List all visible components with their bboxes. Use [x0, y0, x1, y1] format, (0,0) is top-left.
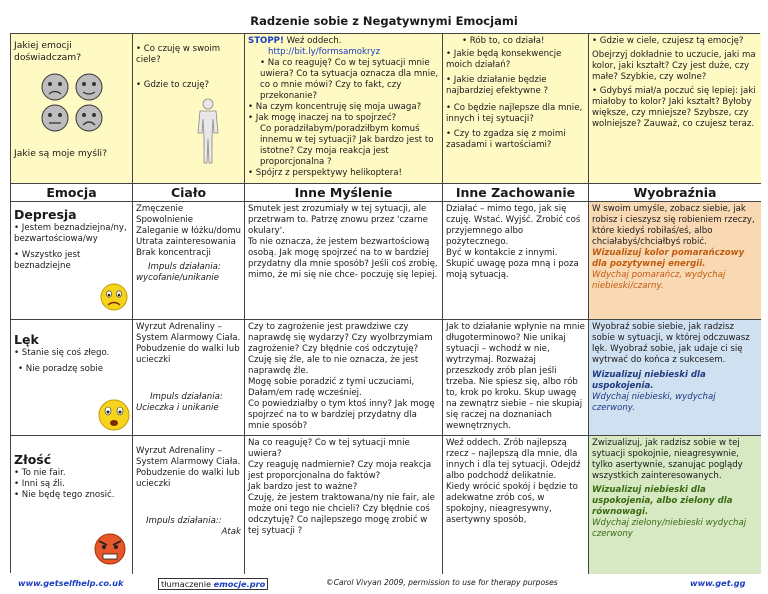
stopp-line: • Na co reaguję? Co w tej sytuacji mnie uwiera? Co ta sytuacja oznacza dla mnie, co o mnie mówi? Czy to fakt, czy przekonanie? [260, 58, 439, 101]
getselfhelp-link[interactable]: www.getselfhelp.co.uk [18, 578, 124, 588]
imagery-depression [589, 202, 761, 320]
footer-copyright: ©Carol Vivyan 2009, permission to use for therapy purposes [326, 578, 558, 587]
header-behaviour: Inne Zachowanie [443, 184, 589, 202]
footer-right [690, 578, 745, 588]
think-anger: Na co reaguję? Co w tej sytuacji mnie uwiera? Czy reaguję nadmiernie? Czy moja reakcja jest proporcjonalna do faktów? Jak bardzo jest to ważne? Czuję, że jestem traktowana/ny nie fair, ale może oni tego nie chcieli? Czy błędnie coś odczytuję? Co najlepszego mogę zrobić w tej sytuacji ? [245, 436, 443, 574]
top-emotion-questions [11, 34, 133, 184]
imagery-text: Zwizualizuj, jak radzisz sobie w tej sytuacji spokojnie, nieagresywnie, tylko asertywnie, szanując poglądy wszystkich zainteresowanych. [592, 438, 743, 481]
top-action-questions [443, 34, 589, 184]
sad-face-icon [99, 282, 129, 312]
act-anger: Weź oddech. Zrób najlepszą rzecz – najlepszą dla mnie, dla innych i dla tej sytuacji. Odejdź albo podchodź delikatnie. Kiedy wrócić spokój i będzie to adekwatne zrób coś, w spokojny, nieagresywny, asertywny sposób, [443, 436, 589, 574]
emocje-link[interactable]: emocje.pro [213, 579, 266, 589]
body-depression [133, 202, 245, 320]
stopp-link[interactable]: http://bit.ly/formsamokryz [268, 47, 381, 57]
page-title: Radzenie sobie z Negatywnymi Emocjami [250, 14, 518, 28]
emotion-name: Depresja [14, 207, 77, 222]
imagery-highlight: Wizualizuj niebieski dla uspokojenia, albo zielony dla równowagi. [592, 485, 733, 517]
emotion-anger [11, 436, 133, 574]
emotion-thought: • Jestem beznadziejna/ny, bezwartościowa/wy [14, 223, 127, 244]
imagery-line: • Gdzie w ciele, czujesz tą emocję? [592, 36, 744, 46]
header-emotion: Emocja [11, 184, 133, 202]
faces-icon [39, 72, 107, 134]
imagery-text: Wyobraź sobie siebie, jak radzisz sobie w sytuacji, w której odczuwasz lęk. Wyobraź sobie, jak udaje ci się wytrwać do końca z sukcesem. [592, 322, 750, 365]
stopp-line: Co poradziłabym/poradziłbym komuś innemu w tej sytuacji? Jak bardzo jest to istotne? Czy moja reakcja jest proporcjonalna ? [260, 124, 434, 167]
emotion-name: Lęk [14, 332, 39, 347]
emotion-anxiety [11, 320, 133, 436]
action-line: • Czy to zgadza się z moimi zasadami i wartościami? [446, 129, 566, 150]
action-line: • Co będzie najlepsze dla mnie, innych i tej sytuacji? [446, 103, 583, 124]
think-anxiety: Czy to zagrożenie jest prawdziwe czy naprawdę się wydarzy? Czy wyolbrzymiam zagrożenie? Czy błędnie coś odczytuję? Czuję się źle, ale to nie oznacza, że jest naprawdę źle. Mogę sobie poradzić z tymi uczuciami, Dałam/em radę wcześniej. Co powiedziałby o tym ktoś inny? Jak mogę spojrzeć na to w bardziej przydatny dla mnie sposób? [245, 320, 443, 436]
imagery-text: W swoim umyśle, zobacz siebie, jak robisz i cieszysz się robieniem rzeczy, które kiedyś robiłaś/eś, albo chciałabyś/chciałbyś robić. [592, 204, 755, 247]
impulse-value: Atak [221, 527, 241, 537]
header-thinking: Inne Myślenie [245, 184, 443, 202]
emotion-thought: • To nie fair. [14, 468, 66, 478]
top-stopp [245, 34, 443, 184]
stopp-line: • Spójrz z perspektywy helikoptera! [248, 168, 402, 178]
question-thoughts: Jakie są moje myśli? [14, 147, 107, 159]
imagery-highlight: Wizualizuj niebieski dla uspokojenia. [592, 370, 706, 391]
think-depression: Smutek jest zrozumiały w tej sytuacji, ale przetrwam to. Patrzę znowu przez 'czarne okulary'. To nie oznacza, że jestem bezwartościową osobą. Jak mogę spojrzeć na to w bardziej przydatny dla mnie sposób? Jeśli coś zrobię, mimo, że mi się nie chce- poczuję się lepiej. [245, 202, 443, 320]
action-line: • Rób to, co działa! [462, 36, 545, 46]
imagery-breath: Wdychaj pomarańcz, wydychaj niebieski/czarny. [592, 270, 726, 291]
impulse-label: Impuls działania: [150, 392, 223, 402]
body-anxiety [133, 320, 245, 436]
action-line: • Jakie działanie będzie najbardziej efektywne ? [446, 75, 549, 96]
imagery-anger [589, 436, 761, 574]
imagery-breath: Wdychaj zielony/niebieski wydychaj czerwony [592, 518, 747, 539]
imagery-line: • Gdybyś miał/a poczuć się lepiej: jaki miałoby to kolor? Jaki kształt? Byłoby większe, czy mniejsze? Szybsze, czy wolniejsze? Zauważ, co czujesz teraz. [592, 86, 756, 129]
imagery-line: Obejrzyj dokładnie to uczucie, jaki ma kolor, jaki kształt? Czy jest duże, czy małe? Szybkie, czy wolne? [592, 50, 756, 82]
stopp-line: • Na czym koncentruję się moja uwaga? [248, 102, 422, 112]
translation-label: tłumaczenie [161, 579, 214, 589]
act-depression: Działać – mimo tego, jak się czuję. Wstać. Wyjść. Zrobić coś przyjemnego albo pożytecznego. Być w kontakcie z innymi. Skupić uwagę poza mną i poza moją sytuacją. [443, 202, 589, 320]
body-anger [133, 436, 245, 574]
question-body-feel: • Co czuję w swoim ciele? [136, 44, 221, 65]
body-text: Zmęczenie Spowolnienie Zaleganie w łóżku/domu Utrata zainteresowania Brak koncentracji [136, 204, 241, 258]
header-body: Ciało [133, 184, 245, 202]
emotion-table [10, 33, 760, 573]
stopp-breath: Weź oddech. [283, 36, 342, 46]
stopp-label: STOPP! [248, 36, 284, 46]
question-emotion: Jakiej emocji doświadczam? [14, 40, 82, 63]
worried-face-icon [97, 398, 131, 432]
impulse-label: Impuls działania:: [146, 516, 222, 526]
emotion-depression [11, 202, 133, 320]
impulse-label: Impuls działania: [148, 262, 221, 272]
body-text: Wyrzut Adrenaliny – System Alarmowy Ciała. Pobudzenie do walki lub ucieczki [136, 322, 241, 365]
impulse-value: wycofanie/unikanie [136, 273, 220, 283]
stopp-line: • Jak mogę inaczej na to spojrzeć? [248, 113, 397, 123]
footer-left [18, 578, 123, 588]
body-text: Wyrzut Adrenaliny – System Alarmowy Ciała. Pobudzenie do walki lub ucieczki [136, 446, 241, 489]
question-body-where: • Gdzie to czuję? [136, 80, 210, 90]
emotion-name: Złość [14, 452, 52, 467]
header-imagery: Wyobraźnia [589, 184, 761, 202]
getgg-link[interactable]: www.get.gg [690, 578, 746, 588]
imagery-anxiety [589, 320, 761, 436]
body-outline-icon [188, 97, 228, 167]
imagery-breath: Wdychaj niebieski, wydychaj czerwony. [592, 392, 716, 413]
emotion-thought: • Nie poradzę sobie [18, 364, 103, 374]
footer-translation [158, 578, 268, 590]
action-line: • Jakie będą konsekwencje moich działań? [446, 49, 562, 70]
impulse-value: Ucieczka i unikanie [136, 403, 219, 413]
act-anxiety: Jak to działanie wpłynie na mnie długoterminowo? Nie unikaj sytuacji – wchodź w nie, wytrzymaj. Rozważaj przeszkody zrób plan jeśli trzeba. Nie spiesz się, albo rób to, krok po kroku. Skup uwagę na zewnątrz siebie – nie skupiaj się raczej na doznaniach wewnętrznych. [443, 320, 589, 436]
emotion-thought: • Stanie się coś złego. [14, 348, 110, 358]
emotion-thought: • Inni są źli. • Nie będę tego znosić. [14, 479, 115, 500]
imagery-highlight: Wizualizuj kolor pomarańczowy dla pozytywnej energii. [592, 248, 745, 269]
top-body-questions [133, 34, 245, 184]
top-imagery-questions [589, 34, 761, 184]
emotion-thought: • Wszystko jest beznadziejne [14, 250, 81, 271]
angry-face-icon [93, 532, 127, 566]
